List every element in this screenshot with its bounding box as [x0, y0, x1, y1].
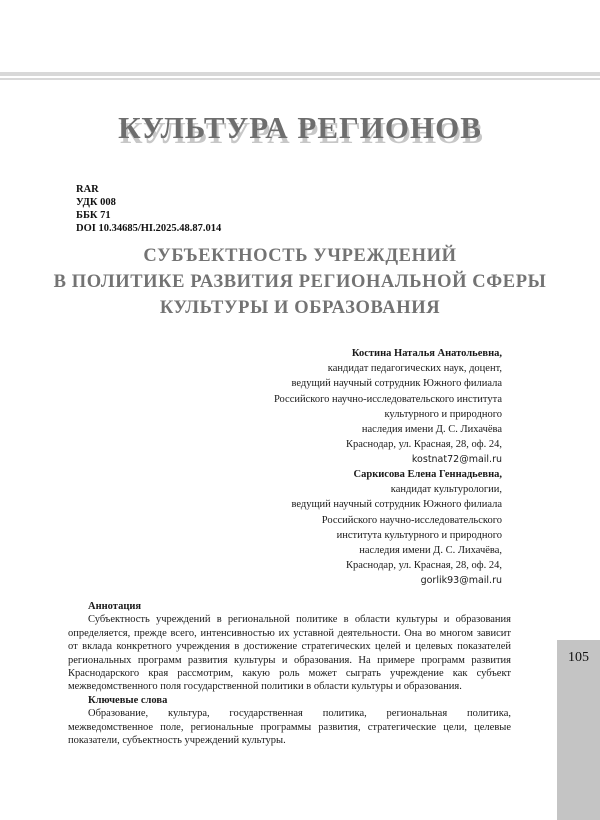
page-number-tab — [557, 640, 600, 820]
author-block — [274, 346, 502, 468]
article-title-line: СУБЪЕКТНОСТЬ УЧРЕЖДЕНИЙ — [143, 246, 457, 266]
keywords-heading: Ключевые слова — [88, 694, 168, 706]
author-name: Костина Наталья Анатольевна, — [351, 348, 502, 359]
header-rule-thick — [0, 72, 600, 76]
author-affiliation-line: ведущий научный сотрудник Южного филиала — [291, 378, 502, 390]
article-title — [0, 243, 600, 321]
author-affiliation-line: Российского научно-исследовательского института — [273, 393, 502, 405]
author-affiliation-line: кандидат культурологии, — [390, 484, 502, 496]
identifier-doi: DOI 10.34685/HI.2025.48.87.014 — [76, 223, 222, 234]
author-name: Саркисова Елена Геннадьевна, — [353, 469, 502, 480]
author-affiliation-line: наследия имени Д. С. Лихачёва — [361, 424, 502, 436]
header-rule-thin — [0, 78, 600, 80]
identifiers-block — [76, 183, 221, 235]
author-affiliation-line: института культурного и природного — [336, 529, 502, 541]
keywords-text: Образование, культура, государственная политика, региональная политика, межведомственное поле, региональные программы развития, стратегические цели, целевые показатели, субъектность учреждений культуры. — [68, 708, 511, 747]
identifier-bbk: ББК 71 — [76, 210, 111, 221]
identifier-udc: УДК 008 — [76, 197, 116, 208]
article-title-line: КУЛЬТУРЫ И ОБРАЗОВАНИЯ — [159, 298, 441, 318]
page-number: 105 — [568, 650, 589, 665]
author-affiliation-line: Российского научно-исследовательского — [321, 514, 502, 526]
author-affiliation-line: ведущий научный сотрудник Южного филиала — [291, 499, 502, 511]
author-address: Краснодар, ул. Красная, 28, оф. 24, — [345, 560, 502, 572]
author-affiliation-line: кандидат педагогических наук, доцент, — [327, 363, 502, 375]
identifier-rar: RAR — [76, 184, 99, 195]
abstract-text: Субъектность учреждений в региональной политике в области культуры и образования определяется, прежде всего, интенсивностью их уставной деятельности. Она во многом зависит от вклада конкретного учреждения в достижение стратегических целей и целевых показателей региональных программ развития культуры и образования. На примере программ развития Краснодарского края рассмотрим, какую роль может сыграть учреждение как субъект межведомственного поля государственной политики в области культуры и образования. — [68, 614, 511, 693]
abstract-section — [68, 600, 511, 747]
author-block — [291, 467, 502, 589]
article-title-line: В ПОЛИТИКЕ РАЗВИТИЯ РЕГИОНАЛЬНОЙ СФЕРЫ — [53, 272, 547, 292]
section-title: КУЛЬТУРА РЕГИОНОВ — [118, 110, 482, 145]
author-email: kostnat72@mail.ru — [411, 454, 502, 466]
author-affiliation-line: наследия имени Д. С. Лихачёва, — [359, 545, 502, 557]
author-email: gorlik93@mail.ru — [420, 575, 502, 587]
abstract-heading: Аннотация — [88, 601, 142, 612]
author-address: Краснодар, ул. Красная, 28, оф. 24, — [345, 439, 502, 451]
author-affiliation-line: культурного и природного — [384, 408, 502, 420]
